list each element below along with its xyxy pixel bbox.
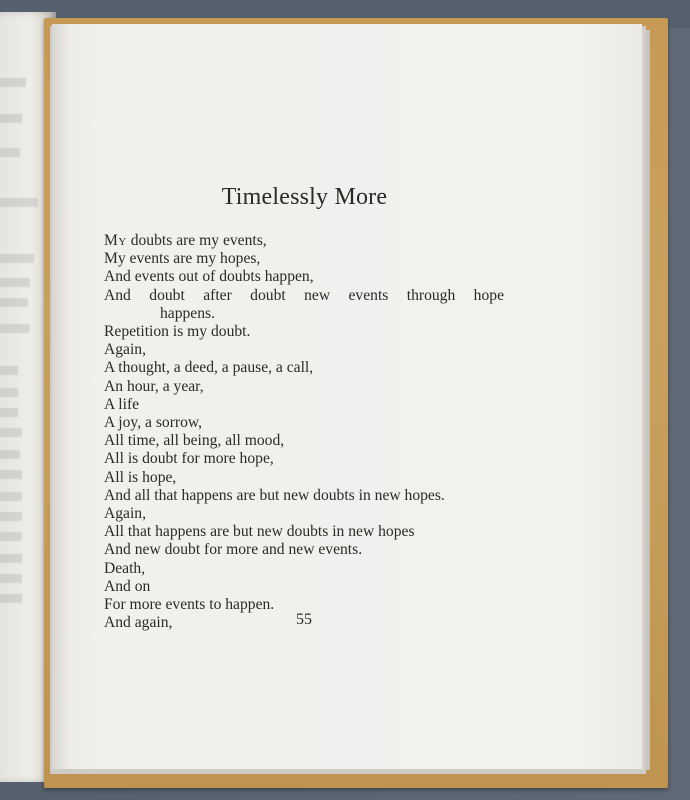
- poem-line: A joy, a sorrow,: [104, 414, 203, 432]
- bleed-through-mark: [0, 388, 18, 397]
- poem-lines: [104, 250, 524, 632]
- poem-line: All is hope,: [104, 468, 177, 486]
- poem-line: And events out of doubts happen,: [104, 268, 314, 286]
- poem-line: [104, 232, 524, 250]
- poem-line: And new doubt for more and new events.: [104, 541, 363, 559]
- bleed-through-mark: [0, 324, 30, 333]
- poem-line: For more events to happen.: [104, 596, 275, 614]
- poem-opening-line-rest: doubts are my events,: [126, 232, 267, 249]
- poem-line: And on: [104, 577, 151, 595]
- bleed-through-mark: [0, 450, 20, 459]
- bleed-through-mark: [0, 298, 28, 307]
- bleed-through-mark: [0, 78, 26, 87]
- poem-body: [104, 232, 524, 632]
- poem-line: happens.: [160, 304, 215, 322]
- bleed-through-mark: [0, 148, 20, 157]
- poem-title: Timelessly More: [221, 184, 388, 210]
- poem-line: A life: [104, 395, 140, 413]
- bleed-through-mark: [0, 114, 22, 123]
- bleed-through-mark: [0, 594, 22, 603]
- bleed-through-mark: [0, 512, 22, 521]
- poem-line: My events are my hopes,: [104, 250, 261, 268]
- bleed-through-mark: [0, 366, 18, 375]
- book-page: [52, 24, 642, 769]
- bleed-through-mark: [0, 554, 22, 563]
- bleed-through-mark: [0, 198, 38, 207]
- bleed-through-mark: [0, 428, 22, 437]
- bleed-through-mark: [0, 408, 18, 417]
- poem-line: All that happens are but new doubts in new hopes: [104, 523, 415, 541]
- bleed-through-mark: [0, 574, 22, 583]
- poem-line: Repetition is my doubt.: [104, 323, 251, 341]
- poem-line: And again,: [104, 614, 173, 632]
- poem-line: An hour, a year,: [104, 377, 204, 395]
- bleed-through-mark: [0, 492, 22, 501]
- poem-line: Death,: [104, 559, 146, 577]
- poem-line: Again,: [104, 505, 147, 523]
- poem-line: Again,: [104, 341, 147, 359]
- bleed-through-mark: [0, 532, 22, 541]
- bleed-through-mark: [0, 278, 30, 287]
- bleed-through-mark: [0, 254, 34, 263]
- page-number: 55: [296, 611, 312, 628]
- poem-line: And all that happens are but new doubts in new hopes.: [104, 486, 445, 504]
- page-stack-edge: [642, 30, 650, 770]
- poem-line: A thought, a deed, a pause, a call,: [104, 359, 314, 377]
- poem-line: All is doubt for more hope,: [104, 450, 274, 468]
- bleed-through-mark: [0, 470, 22, 479]
- poem-line: All time, all being, all mood,: [104, 432, 285, 450]
- poem-opening-word: My: [104, 232, 127, 249]
- poem-line: And doubt after doubt new events through hope: [104, 286, 504, 304]
